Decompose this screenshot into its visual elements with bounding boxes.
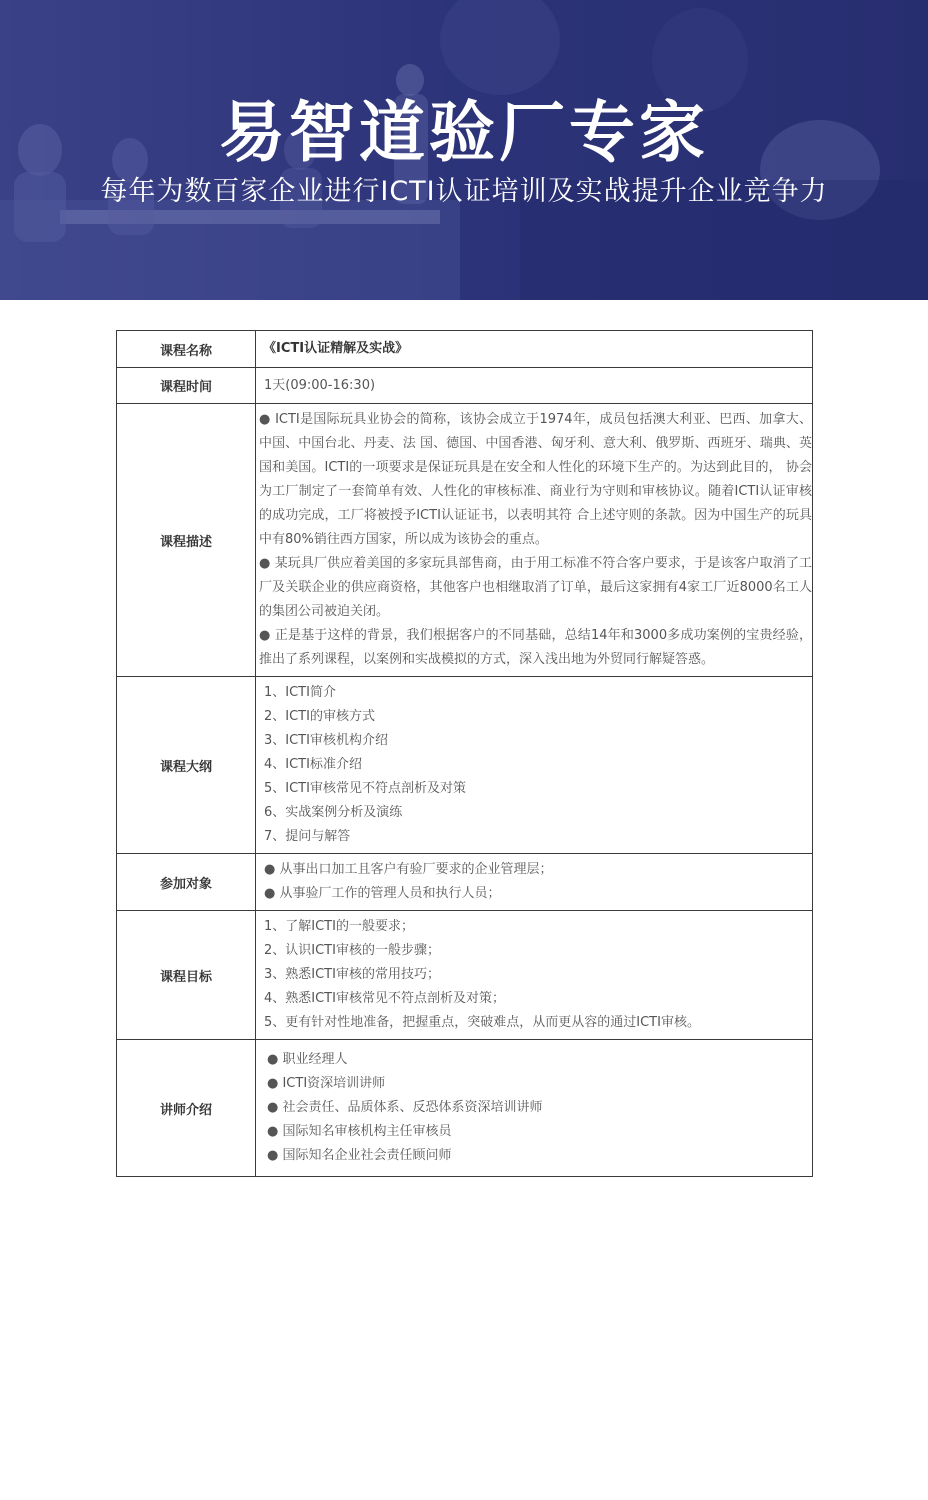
row-course-goals [117,911,813,1040]
description-paragraph: ● ICTI是国际玩具业协会的简称，该协会成立于1974年，成员包括澳大利亚、巴西、加拿大、中国、中国台北、丹麦、法 国、德国、中国香港、匈牙利、意大利、俄罗斯、西班牙、瑞典、英国和美国。ICTI的一项要求是保证玩具是在安全和人性化的环境下生产的。为达到此目的， 协会为工厂制定了一套简单有效、人性化的审核标准、商业行为守则和审核协议。随着ICTI认证审核的成功完成，工厂将被授予ICTI认证证书，以表明其符 合上述守则的条款。因为中国生产的玩具中有80%销往西方国家，所以成为该协会的重点。 [259,412,812,547]
instructor-item: ● 职业经理人 [267,1052,348,1067]
row-course-time [117,368,813,404]
course-time-cell [256,368,813,404]
audience-label: 参加对象 [117,854,256,911]
outline-item: 2、ICTI的审核方式 [264,709,375,724]
instructor-item: ● ICTI资深培训讲师 [267,1076,386,1091]
course-goals-label: 课程目标 [117,911,256,1040]
outline-item: 5、ICTI审核常见不符点剖析及对策 [264,781,466,796]
row-course-name [117,331,813,368]
outline-item: 7、提问与解答 [264,829,351,844]
outline-item: 6、实战案例分析及演练 [264,805,403,820]
row-course-description [117,404,813,677]
audience-cell [256,854,813,911]
course-description-cell [256,404,813,677]
course-outline-label: 课程大纲 [117,677,256,854]
goal-item: 3、熟悉ICTI审核的常用技巧； [264,967,440,982]
course-goals-cell [256,911,813,1040]
row-audience [117,854,813,911]
course-info-table [116,330,813,1177]
course-outline-cell [256,677,813,854]
course-name-cell [256,331,813,368]
instructor-item: ● 国际知名审核机构主任审核员 [267,1124,452,1139]
instructor-label: 讲师介绍 [117,1040,256,1177]
audience-item: ● 从事出口加工且客户有验厂要求的企业管理层； [264,862,553,877]
hero-banner [0,0,928,300]
goal-item: 5、更有针对性地准备，把握重点，突破难点，从而更从容的通过ICTI审核。 [264,1015,700,1030]
goal-item: 2、认识ICTI审核的一般步骤； [264,943,440,958]
banner-subtitle: 每年为数百家企业进行ICTI认证培训及实战提升企业竞争力 [100,176,828,207]
instructor-cell [256,1040,813,1177]
audience-item: ● 从事验厂工作的管理人员和执行人员； [264,886,501,901]
course-name-label: 课程名称 [117,331,256,368]
description-paragraph: ● 某玩具厂供应着美国的多家玩具部售商，由于用工标准不符合客户要求，于是该客户取消了工厂及关联企业的供应商资格，其他客户也相继取消了订单，最后这家拥有4家工厂近8000名工人的集团公司被迫关闭。 [259,556,812,619]
course-name-value: 《ICTI认证精解及实战》 [263,341,409,356]
course-time-value: 1天(09:00-16:30) [264,377,376,393]
outline-item: 3、ICTI审核机构介绍 [264,733,388,748]
course-description-label: 课程描述 [117,404,256,677]
banner-title: 易智道验厂专家 [219,94,709,171]
row-course-outline [117,677,813,854]
course-time-label: 课程时间 [117,368,256,404]
goal-item: 1、了解ICTI的一般要求； [264,919,414,934]
instructor-item: ● 社会责任、品质体系、反恐体系资深培训讲师 [267,1100,543,1115]
description-paragraph: ● 正是基于这样的背景，我们根据客户的不同基础，总结14年和3000多成功案例的宝贵经验，推出了系列课程，以案例和实战模拟的方式，深入浅出地为外贸同行解疑答惑。 [259,628,812,667]
goal-item: 4、熟悉ICTI审核常见不符点剖析及对策； [264,991,505,1006]
outline-item: 4、ICTI标准介绍 [264,757,362,772]
row-instructor [117,1040,813,1177]
instructor-item: ● 国际知名企业社会责任顾问师 [267,1148,452,1163]
outline-item: 1、ICTI简介 [264,685,336,700]
